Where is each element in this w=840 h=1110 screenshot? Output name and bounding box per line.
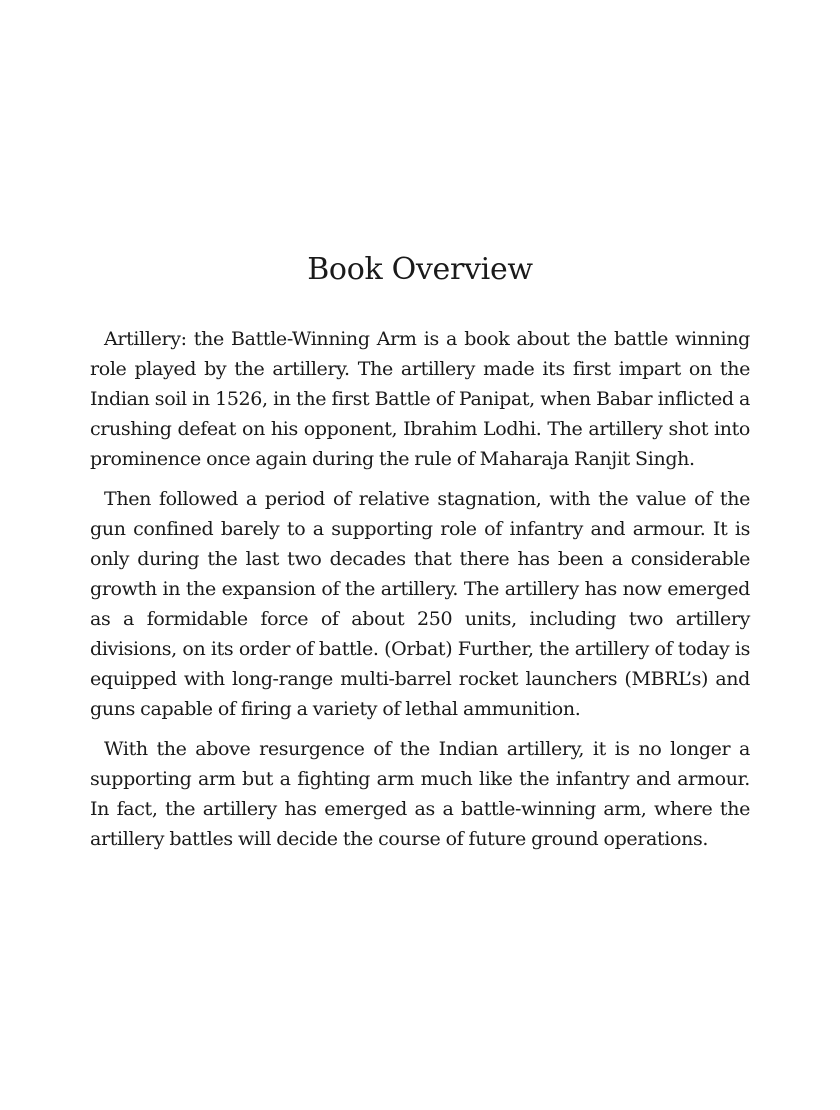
paragraph-1: Artillery: the Battle-Winning Arm is a book about the battle winning role played by the artillery. The artillery made its first impart on the Indian soil in 1526, in the first Battle of Panipat, when Babar inflicted a crushing defeat on his opponent, Ibrahim Lodhi. The artillery shot into prominence once again during the rule of Maharaja Ranjit Singh. xyxy=(90,328,750,470)
paragraph-2: Then followed a period of relative stagnation, with the value of the gun confined barely to a supporting role of infantry and armour. It is only during the last two decades that there has been a considerable growth in the expansion of the artillery. The artillery has now emerged as a formidable force of about 250 units, including two artillery divisions, on its order of battle. (Orbat) Further, the artillery of today is equipped with long-range multi-barrel rocket launchers (MBRL’s) and guns capable of firing a variety of lethal ammunition. xyxy=(90,488,750,720)
overview-body xyxy=(90,324,750,864)
paragraph-3: With the above resurgence of the Indian artillery, it is no longer a supporting arm but a fighting arm much like the infantry and armour. In fact, the artillery has emerged as a battle-winning arm, where the artillery battles will decide the course of future ground operations. xyxy=(90,738,750,850)
page-title: Book Overview xyxy=(307,252,533,287)
